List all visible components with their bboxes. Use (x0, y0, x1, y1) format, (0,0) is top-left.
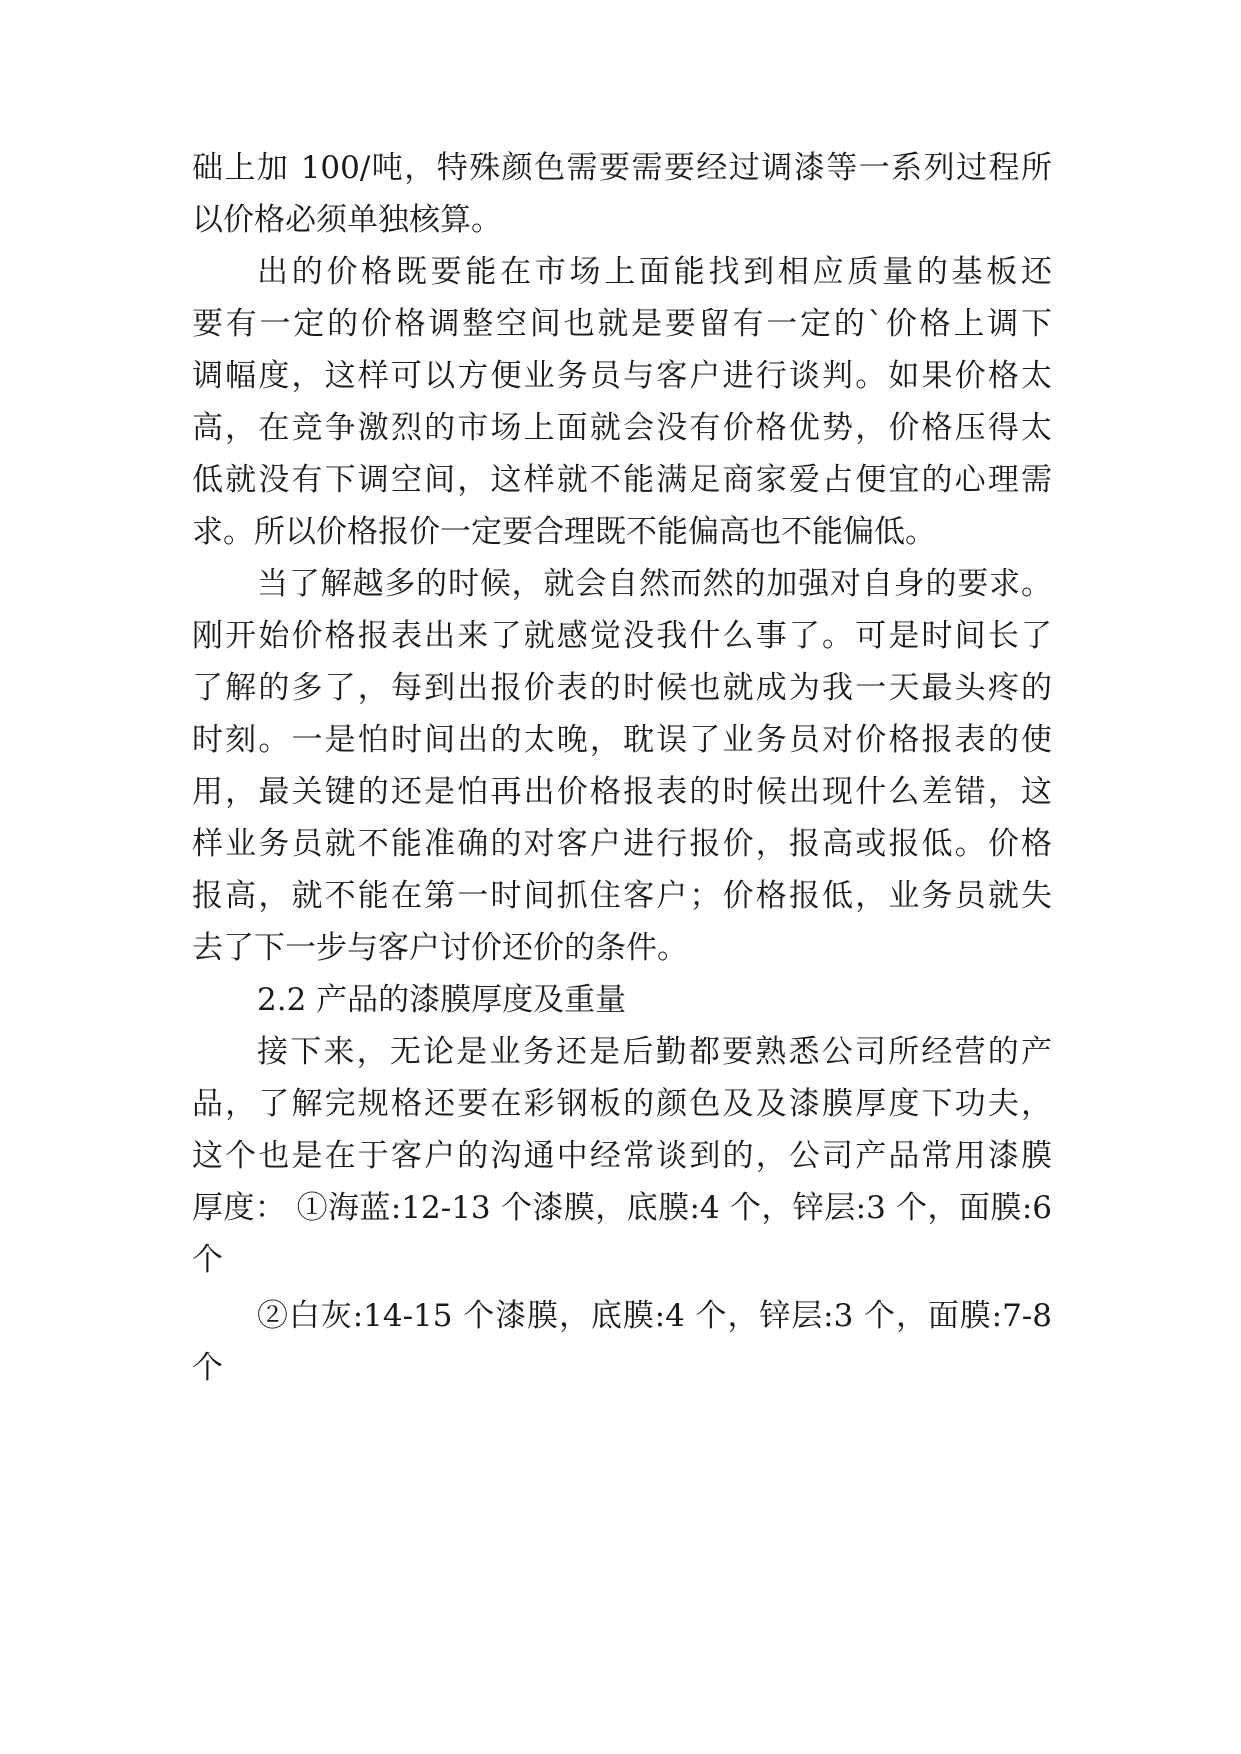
paragraph-start-line: 接下来，无论是业务还是后勤都要熟悉公司所经营的产 (257, 1034, 1052, 1070)
text-line: 这个也是在于客户的沟通中经常谈到的，公司产品常用漆膜 (192, 1138, 1052, 1174)
text-line: 报高，就不能在第一时间抓住客户；价格报低，业务员就失 (192, 878, 1052, 914)
text-line: 求。所以价格报价一定要合理既不能偏高也不能偏低。 (192, 514, 936, 550)
paragraph-start-line: 出的价格既要能在市场上面能找到相应质量的基板还 (257, 254, 1052, 290)
text-line: 用，最关键的还是怕再出价格报表的时候出现什么差错，这 (192, 774, 1052, 810)
paragraph-start-line: 当了解越多的时候，就会自然而然的加强对自身的要求。 (257, 566, 1052, 602)
text-line: 去了下一步与客户讨价还价的条件。 (192, 930, 688, 966)
text-line: 调幅度，这样可以方便业务员与客户进行谈判。如果价格太 (192, 358, 1052, 394)
text-line: 品，了解完规格还要在彩钢板的颜色及及漆膜厚度下功夫， (192, 1086, 1052, 1122)
text-line: 时刻。一是怕时间出的太晚，耽误了业务员对价格报表的使 (192, 722, 1052, 758)
text-line: 刚开始价格报表出来了就感觉没我什么事了。可是时间长了 (192, 618, 1052, 654)
text-line: 个 (192, 1242, 223, 1278)
text-line: 础上加 100/吨，特殊颜色需要需要经过调漆等一系列过程所 (192, 150, 1052, 186)
text-line: 高，在竞争激烈的市场上面就会没有价格优势，价格压得太 (192, 410, 1052, 446)
text-line: 低就没有下调空间，这样就不能满足商家爱占便宜的心理需 (192, 462, 1052, 498)
text-line: 要有一定的价格调整空间也就是要留有一定的`价格上调下 (192, 306, 1052, 342)
text-line: 厚度： ①海蓝:12-13 个漆膜，底膜:4 个，锌层:3 个，面膜:6 (192, 1190, 1052, 1226)
list-item-line: ②白灰:14-15 个漆膜，底膜:4 个，锌层:3 个，面膜:7-8 (257, 1298, 1052, 1334)
text-line: 以价格必须单独核算。 (192, 202, 502, 238)
text-line: 样业务员就不能准确的对客户进行报价，报高或报低。价格 (192, 826, 1052, 862)
text-line: 个 (192, 1350, 223, 1386)
section-heading: 2.2 产品的漆膜厚度及重量 (257, 982, 627, 1018)
text-line: 了解的多了，每到出报价表的时候也就成为我一天最头疼的 (192, 670, 1052, 706)
